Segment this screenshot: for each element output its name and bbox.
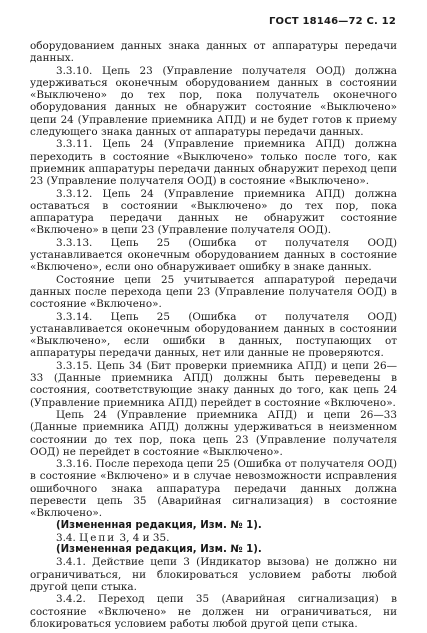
paragraph-circuit-25-note: Состояние цепи 25 учитывается аппаратурой передачи данных после перехода цепи 23 (Управление получателя ООД) в состояние «Включено». bbox=[30, 273, 397, 311]
paragraph-3-3-14: 3.3.14. Цепь 25 (Ошибка от получателя ООД) устанавливается оконечным оборудованием данных в состоянии «Выключено», если ошибки в данных, поступающих от аппаратуры передачи данных, нет или данные не проверяются. bbox=[30, 310, 397, 360]
section-3-4-heading bbox=[30, 532, 397, 544]
paragraph-3-3-12: 3.3.12. Цепь 24 (Управление приемника АПД) должна оставаться в состоянии «Выключено» до тех пор, пока аппаратура передачи данных не обнаружит состояние «Включено» в цепи 23 (Управление получателя ООД). bbox=[30, 187, 397, 237]
document-body bbox=[30, 40, 397, 630]
paragraph-continuation: оборудованием данных знака данных от аппаратуры передачи данных. bbox=[30, 40, 397, 65]
paragraph-3-3-11: 3.3.11. Цепь 24 (Управление приемника АПД) должна переходить в состояние «Выключено» только после того, как приемник аппаратуры передачи данных обнаружит переход цепи 23 (Управление получателя ООД) в состояние «Выключено». bbox=[30, 138, 397, 188]
paragraph-3-3-15: 3.3.15. Цепь 34 (Бит проверки приемника АПД) и цепи 26—33 (Данные приемника АПД) должны быть переведены в состояния, соответствующие знаку данных до того, как цепь 24 (Управление приемника АПД) перейдет в состояние «Включено». bbox=[30, 359, 397, 409]
paragraph-3-4-2: 3.4.2. Переход цепи 35 (Аварийная сигнализация) в состояние «Включено» не должен ни ограничиваться, ни блокироваться условием работы любой другой цепи стыка. bbox=[30, 593, 397, 630]
paragraph-circuit-24-note: Цепь 24 (Управление приемника АПД) и цепи 26—33 (Данные приемника АПД) должны удерживаться в неизменном состоянии до тех пор, пока цепь 23 (Управление получателя ООД) не перейдет в состояние «Выключено». bbox=[30, 408, 397, 458]
section-number: 3.4. bbox=[56, 531, 80, 544]
section-spaced-word: Цепи bbox=[79, 531, 117, 544]
amendment-note: (Измененная редакция, Изм. № 1). bbox=[56, 519, 262, 531]
paragraph-3-3-16: 3.3.16. После перехода цепи 25 (Ошибка от получателя ООД) в состояние «Включено» и в случае невозможности исправления ошибочного знака аппаратура передачи данных должна перевести цепь 35 (Аварийная сигнализация) в состояние «Включено». bbox=[30, 458, 397, 520]
paragraph-3-4-1: 3.4.1. Действие цепи 3 (Индикатор вызова) не должно ни ограничиваться, ни блокироваться условием работы любой другой цепи стыка. bbox=[30, 556, 397, 594]
section-title-rest: 3, 4 и 35. bbox=[116, 531, 170, 544]
amendment-note: (Измененная редакция, Изм. № 1). bbox=[56, 544, 262, 556]
paragraph-3-3-13: 3.3.13. Цепь 25 (Ошибка от получателя ООД) устанавливается оконечным оборудованием данных в состояние «Включено», если оно обнаруживает ошибку в знаке данных. bbox=[30, 236, 397, 274]
page-header: ГОСТ 18146—72 С. 12 bbox=[268, 16, 396, 27]
paragraph-3-3-10: 3.3.10. Цепь 23 (Управление получателя ООД) должна удерживаться оконечным оборудованием данных в состоянии «Выключено» до тех пор, пока получатель оконечного оборудования данных не обнаружит состояние «Выключено» цепи 24 (Управление приемника АПД) и не будет готов к приему следующего знака данных от аппаратуры передачи данных. bbox=[30, 64, 397, 139]
